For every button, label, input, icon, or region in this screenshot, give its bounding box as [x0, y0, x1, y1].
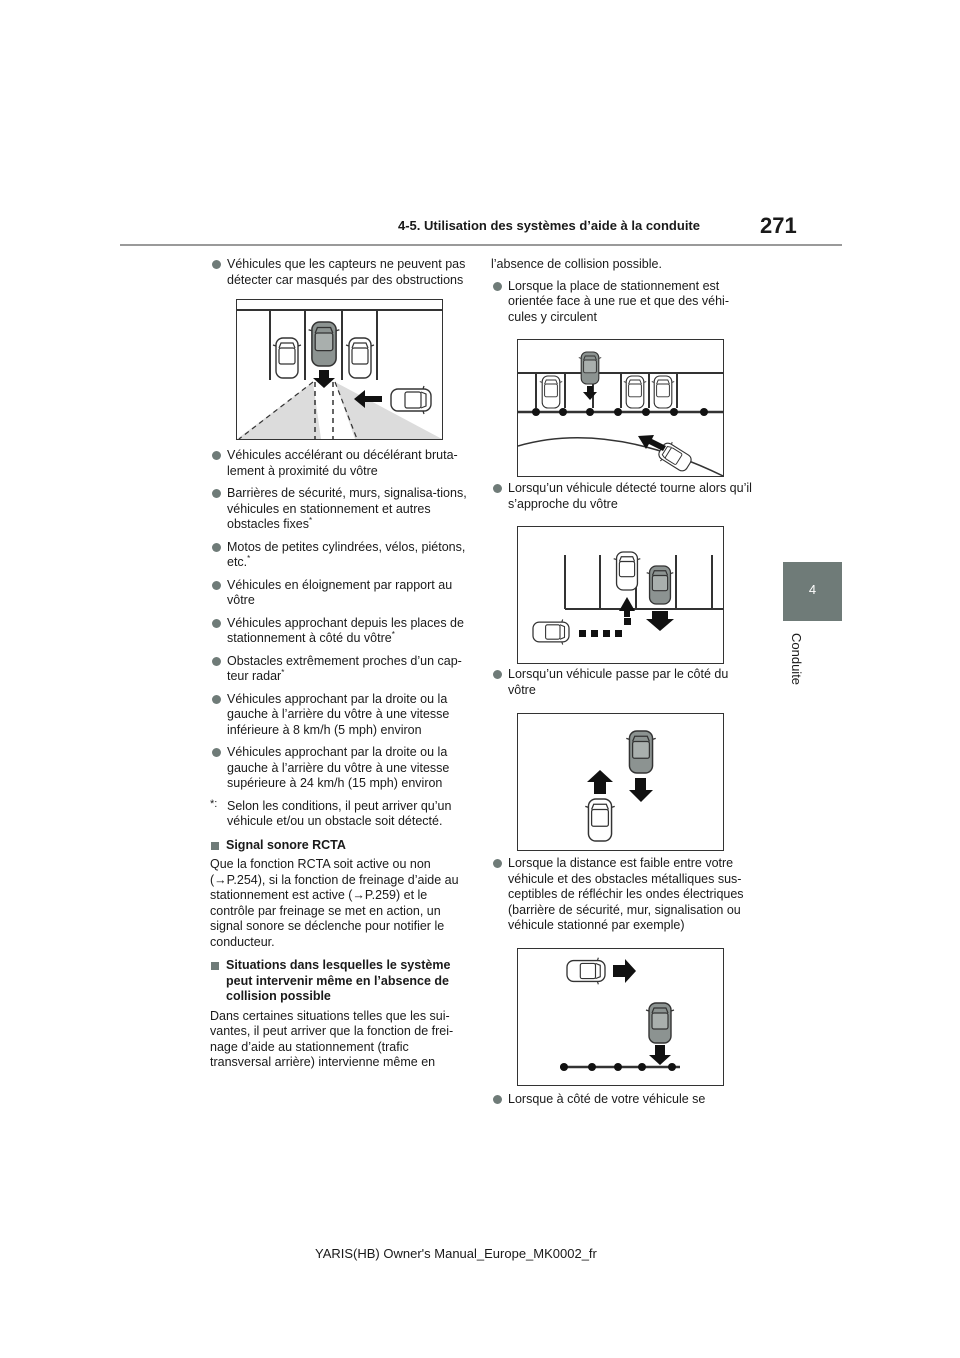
heading-signal-sonore: Signal sonore RCTA [210, 838, 472, 854]
list-item: Motos de petites cylindrées, vélos, piétons, etc.* [210, 540, 472, 571]
figure-vehicle-turning [517, 526, 724, 664]
right-column-item-3 [491, 667, 753, 705]
paragraph: Que la fonction RCTA soit active ou non (→P.254), si la fonction de freinage d’aide au stationnement est active (→P.259) et le contrôle par freinage se met en action, un signal sonore se déclenche pour notifier le conducteur. [210, 857, 459, 949]
footnote-mark: *: [210, 797, 218, 810]
list-item: Véhicules en éloignement par rapport au vôtre [210, 578, 472, 609]
header-divider [120, 244, 842, 246]
list-item: Véhicules accélérant ou décélérant bruta-lement à proximité du vôtre [210, 448, 472, 479]
right-column-item-5 [491, 1092, 753, 1115]
paragraph: Dans certaines situations telles que les sui-vantes, il peut arriver que la fonction de frei-nage d’aide au stationnement (trafic transversal arrière) intervienne même en [210, 1008, 454, 1069]
list-item: Véhicules approchant depuis les places de stationnement à côté du vôtre* [210, 616, 472, 647]
right-column-item-2 [491, 481, 753, 519]
figure-vehicle-passing [517, 713, 724, 851]
footer-manual-name: YARIS(HB) Owner's Manual_Europe_MK0002_fr [315, 1246, 597, 1261]
list-item: Véhicules approchant par la droite ou la gauche à l’arrière du vôtre à une vitesse supérieure à 24 km/h (15 mph) environ [210, 745, 472, 792]
heading-situations: Situations dans lesquelles le système peut intervenir même en l’absence de collision possible [210, 958, 472, 1005]
list-item: Lorsque la place de stationnement est orientée face à une rue et que des véhi-cules y circulent [491, 279, 753, 326]
figure-parking-facing-street [517, 339, 724, 477]
list-item: Véhicules approchant par la droite ou la gauche à l’arrière du vôtre à une vitesse inférieure à 8 km/h (5 mph) environ [210, 692, 472, 739]
section-title: 4-5. Utilisation des systèmes d’aide à la conduite [398, 218, 700, 233]
figure-obstructed-vehicles [236, 299, 443, 440]
figure-metallic-obstacles [517, 948, 724, 1086]
list-item: Barrières de sécurité, murs, signalisa-tions, véhicules en stationnement et autres obstacles fixes* [210, 486, 472, 533]
chapter-tab-label: Conduite [789, 633, 804, 686]
chapter-tab[interactable]: 4 [783, 562, 842, 621]
list-item: Lorsqu’un véhicule détecté tourne alors qu’il s’approche du vôtre [491, 481, 753, 512]
footnote: *: Selon les conditions, il peut arriver qu’un véhicule et/ou un obstacle soit détecté. [210, 797, 452, 828]
list-item: Lorsqu’un véhicule passe par le côté du vôtre [491, 667, 753, 698]
left-column-top [210, 257, 472, 295]
right-column-top [491, 257, 753, 332]
list-item: Lorsque à côté de votre véhicule se [491, 1092, 753, 1108]
paragraph-continued: l’absence de collision possible. [491, 257, 662, 271]
list-item: Véhicules que les capteurs ne peuvent pas détecter car masqués par des obstructions [210, 257, 472, 288]
list-item: Obstacles extrêmement proches d’un cap-teur radar* [210, 654, 472, 685]
page-number: 271 [760, 213, 797, 238]
list-item: Lorsque la distance est faible entre votre véhicule et des obstacles métalliques sus-ceptibles de réfléchir les ondes électriques (barrière de sécurité, mur, signalisation ou véhicule stationné par exemple) [491, 856, 753, 934]
right-column-item-4 [491, 856, 753, 941]
left-column-list [210, 448, 472, 1077]
